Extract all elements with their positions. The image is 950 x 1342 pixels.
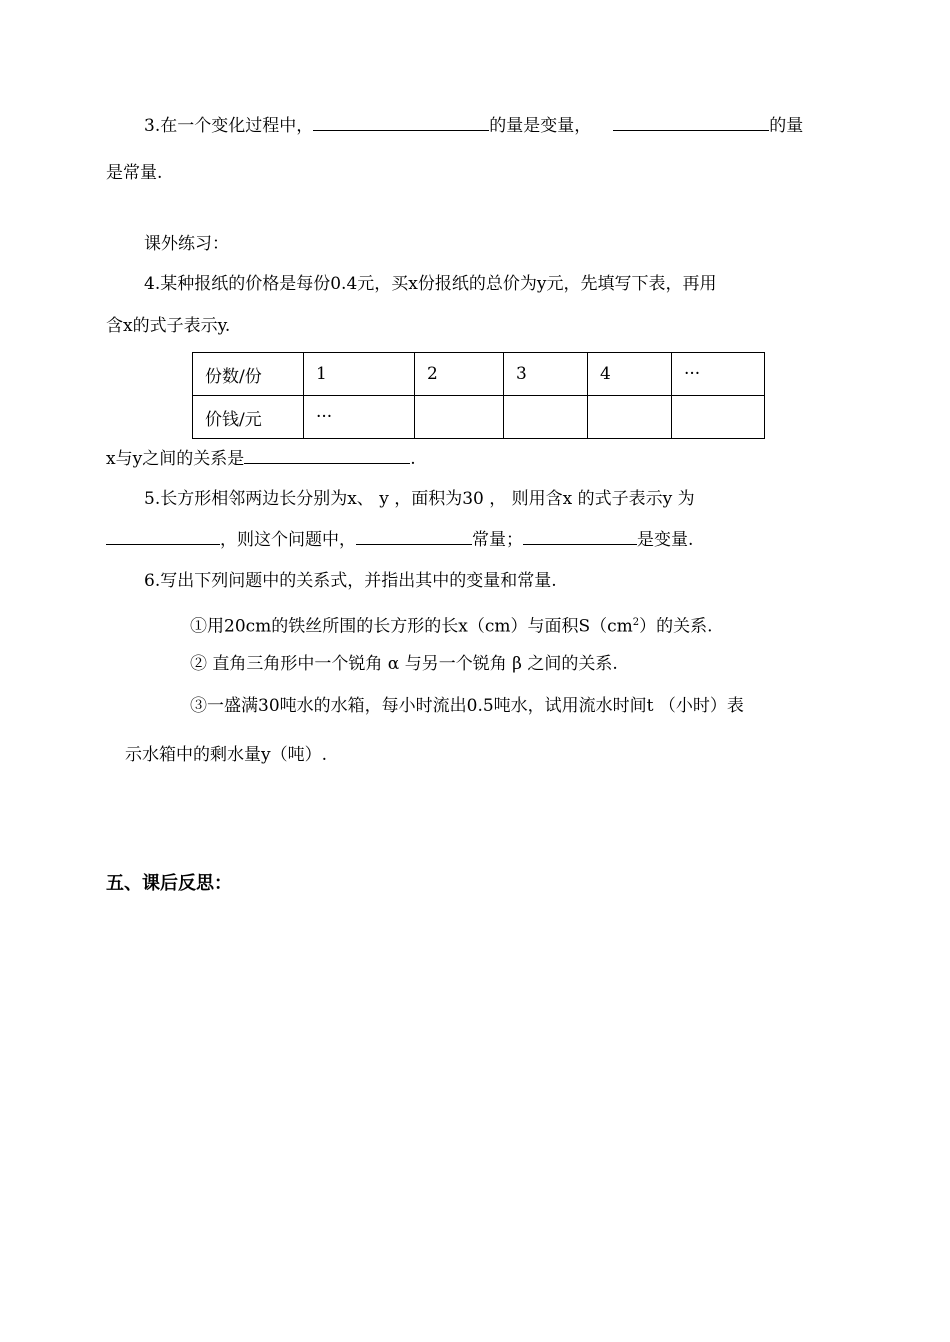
- table-row: [193, 396, 765, 439]
- table-row: [193, 353, 765, 396]
- q5-text-2: ，则这个问题中，: [220, 530, 356, 550]
- section5-heading: 五、课后反思：: [106, 873, 232, 894]
- q4-relation-end: .: [410, 449, 416, 469]
- table-cell-empty[interactable]: [672, 396, 765, 439]
- q5-text-3: 常量；: [472, 530, 523, 550]
- q6-item2: ② 直角三角形中一个锐角 α 与另一个锐角 β 之间的关系.: [190, 654, 618, 674]
- table-cell: ···: [672, 353, 765, 396]
- extra-practice-heading: 课外练习：: [144, 234, 229, 254]
- q3-text-3: 的量: [769, 116, 804, 136]
- q6-item1-superscript: 2: [632, 617, 640, 628]
- q5-line2: [106, 528, 693, 552]
- q3-line1: [144, 114, 803, 138]
- table-cell: 4: [588, 353, 672, 396]
- q3-blank-2[interactable]: [613, 114, 769, 131]
- q6-item1: [190, 611, 713, 639]
- q6-item1-end: ）的关系.: [639, 616, 713, 637]
- q6-item3-line1: ③一盛满30吨水的水箱，每小时流出0.5吨水，试用流水时间t （小时）表: [190, 696, 744, 716]
- q5-blank-1[interactable]: [106, 528, 220, 545]
- q6-item1-text: ①用20cm的铁丝所围的长方形的长x（cm）与面积S（cm: [190, 616, 633, 637]
- table-cell: 2: [415, 353, 504, 396]
- table-cell: 价钱/元: [193, 396, 304, 439]
- table-cell-empty[interactable]: [588, 396, 672, 439]
- q3-text-2: 的量是变量，: [489, 116, 592, 136]
- q6-intro: 6.写出下列问题中的关系式，并指出其中的变量和常量.: [144, 571, 557, 591]
- q5-line1: 5.长方形相邻两边长分别为x、 y ，面积为30 ， 则用含x 的式子表示y 为: [144, 489, 695, 509]
- table-cell: 3: [504, 353, 588, 396]
- table-cell-empty[interactable]: [415, 396, 504, 439]
- q4-relation-line: [106, 447, 416, 471]
- table-cell: ···: [304, 396, 415, 439]
- table-cell: 1: [304, 353, 415, 396]
- q4-line1: 4.某种报纸的价格是每份0.4元，买x份报纸的总价为y元，先填写下表，再用: [144, 274, 717, 294]
- table-cell-empty[interactable]: [504, 396, 588, 439]
- price-table: [192, 352, 765, 439]
- q6-item3-line2: 示水箱中的剩水量y（吨）.: [125, 745, 328, 765]
- q3-text-1: 3.在一个变化过程中，: [144, 116, 314, 136]
- table-cell: 份数/份: [193, 353, 304, 396]
- q5-blank-2[interactable]: [356, 528, 472, 545]
- q3-blank-1[interactable]: [313, 114, 489, 131]
- q4-relation-blank[interactable]: [244, 447, 410, 464]
- q4-line2: 含x的式子表示y.: [106, 316, 231, 336]
- q5-text-4: 是变量.: [637, 530, 694, 550]
- q4-relation-text: x与y之间的关系是: [106, 449, 245, 469]
- q5-blank-3[interactable]: [523, 528, 637, 545]
- q3-line2: 是常量.: [106, 163, 163, 183]
